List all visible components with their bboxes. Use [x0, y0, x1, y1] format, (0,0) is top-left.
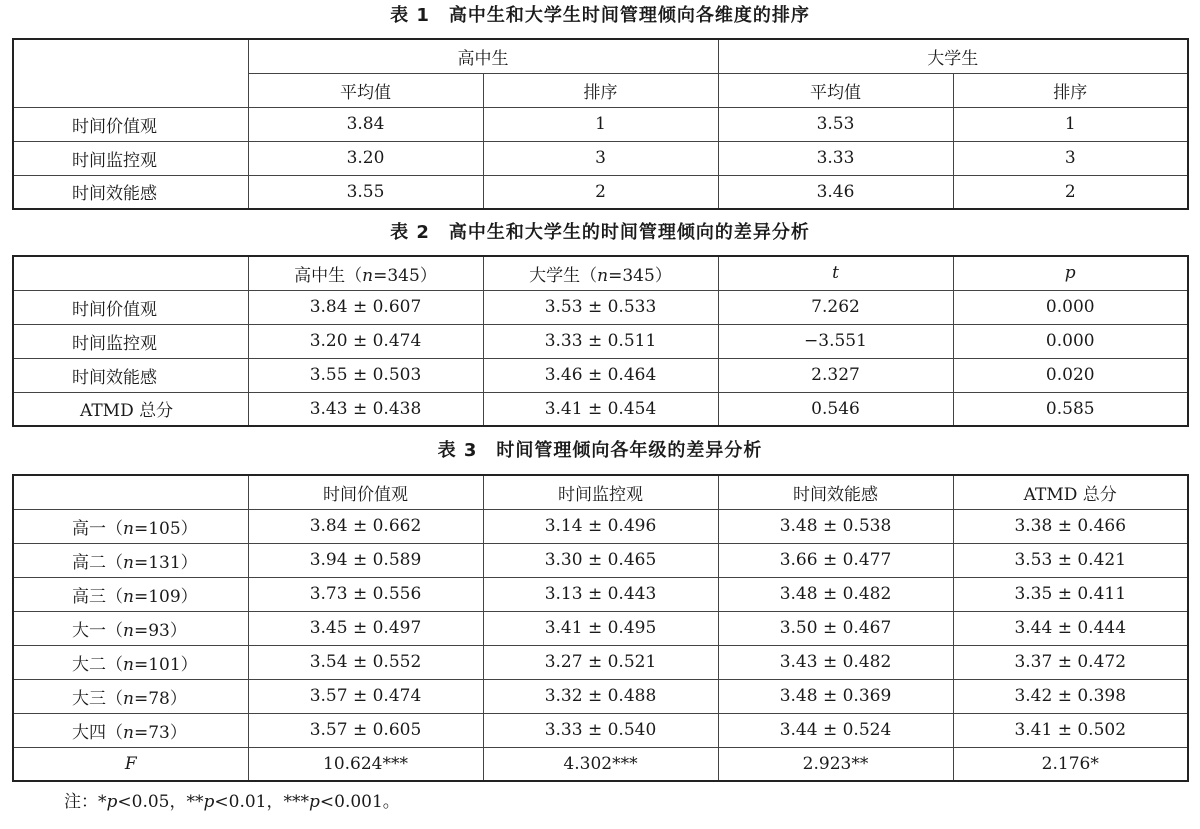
table-cell: 0.000 — [953, 290, 1188, 324]
table-row — [13, 713, 1188, 747]
table-cell: 3.43 ± 0.482 — [718, 645, 953, 679]
table-cell: 3.55 — [248, 175, 483, 209]
table3-corner-cell — [13, 475, 248, 509]
table-cell: 3.42 ± 0.398 — [953, 679, 1188, 713]
table-cell: 3.84 — [248, 107, 483, 141]
table-cell: 3.53 — [718, 107, 953, 141]
table-row — [13, 290, 1188, 324]
table-cell: 3.33 ± 0.511 — [483, 324, 718, 358]
table-cell: 1 — [483, 107, 718, 141]
table-cell: 3.43 ± 0.438 — [248, 392, 483, 426]
table3-header: ATMD 总分 — [953, 475, 1188, 509]
table-row — [13, 392, 1188, 426]
table-cell: 0.585 — [953, 392, 1188, 426]
table-cell: 3.20 ± 0.474 — [248, 324, 483, 358]
table-cell: 1 — [953, 107, 1188, 141]
table-cell: 3 — [483, 141, 718, 175]
table1-corner-cell — [13, 39, 248, 107]
table-cell: 3.53 ± 0.533 — [483, 290, 718, 324]
table-cell: 3.46 — [718, 175, 953, 209]
table-cell: 3.84 ± 0.607 — [248, 290, 483, 324]
table2-caption: 表 2 高中生和大学生的时间管理倾向的差异分析 — [390, 222, 810, 243]
row-label: 大二（n=101） — [13, 645, 248, 679]
table-cell: 3.44 ± 0.524 — [718, 713, 953, 747]
table-cell: 3.53 ± 0.421 — [953, 543, 1188, 577]
row-label: 时间价值观 — [13, 290, 248, 324]
table2-header-college: 大学生（n=345） — [483, 256, 718, 290]
table-cell: 2 — [953, 175, 1188, 209]
table-cell: 3.48 ± 0.538 — [718, 509, 953, 543]
table-cell: 3.46 ± 0.464 — [483, 358, 718, 392]
table-cell: 3.35 ± 0.411 — [953, 577, 1188, 611]
table3-header: 时间价值观 — [248, 475, 483, 509]
table-row — [13, 358, 1188, 392]
row-label: 时间效能感 — [13, 175, 248, 209]
table1-sub-header: 排序 — [483, 73, 718, 107]
f-row-label: F — [13, 747, 248, 781]
table1-group-header-row — [13, 39, 1188, 73]
table-cell: 3.37 ± 0.472 — [953, 645, 1188, 679]
row-label: 高一（n=105） — [13, 509, 248, 543]
row-label: 大一（n=93） — [13, 611, 248, 645]
table-cell: 3.48 ± 0.482 — [718, 577, 953, 611]
table2-header-high-school: 高中生（n=345） — [248, 256, 483, 290]
table-cell: 3.41 ± 0.454 — [483, 392, 718, 426]
table-cell: 3.33 — [718, 141, 953, 175]
table1-sub-header: 平均值 — [248, 73, 483, 107]
table-cell: 10.624*** — [248, 747, 483, 781]
table3-header: 时间监控观 — [483, 475, 718, 509]
table-cell: 3.13 ± 0.443 — [483, 577, 718, 611]
row-label: 高二（n=131） — [13, 543, 248, 577]
row-label: 时间价值观 — [13, 107, 248, 141]
table3-header: 时间效能感 — [718, 475, 953, 509]
table-cell: 3.38 ± 0.466 — [953, 509, 1188, 543]
f-statistic-row — [13, 747, 1188, 781]
table-cell: 2.327 — [718, 358, 953, 392]
table-cell: 3.84 ± 0.662 — [248, 509, 483, 543]
table-cell: 3.33 ± 0.540 — [483, 713, 718, 747]
table-cell: 3.57 ± 0.605 — [248, 713, 483, 747]
table-row — [13, 645, 1188, 679]
table-cell: 0.000 — [953, 324, 1188, 358]
table-row — [13, 577, 1188, 611]
table-cell: 0.020 — [953, 358, 1188, 392]
table1-sub-header: 平均值 — [718, 73, 953, 107]
table-cell: 3.94 ± 0.589 — [248, 543, 483, 577]
table-cell: 3.41 ± 0.502 — [953, 713, 1188, 747]
table-cell: 3.30 ± 0.465 — [483, 543, 718, 577]
table2-header-t: t — [718, 256, 953, 290]
table-cell: 3.55 ± 0.503 — [248, 358, 483, 392]
table-row — [13, 141, 1188, 175]
table-cell: 3.48 ± 0.369 — [718, 679, 953, 713]
row-label: 时间监控观 — [13, 141, 248, 175]
table-row — [13, 107, 1188, 141]
table-cell: 3.66 ± 0.477 — [718, 543, 953, 577]
table-cell: 3.27 ± 0.521 — [483, 645, 718, 679]
table-cell: 3 — [953, 141, 1188, 175]
table-cell: 3.41 ± 0.495 — [483, 611, 718, 645]
table1-caption: 表 1 高中生和大学生时间管理倾向各维度的排序 — [390, 5, 810, 26]
table-cell: 3.50 ± 0.467 — [718, 611, 953, 645]
table-cell: 3.14 ± 0.496 — [483, 509, 718, 543]
table-row — [13, 175, 1188, 209]
table-row — [13, 611, 1188, 645]
table1-group-header: 高中生 — [248, 39, 718, 73]
table-cell: 7.262 — [718, 290, 953, 324]
table-cell: 3.73 ± 0.556 — [248, 577, 483, 611]
table3-header-row — [13, 475, 1188, 509]
table1 — [12, 38, 1189, 210]
table-cell: 0.546 — [718, 392, 953, 426]
table3-caption: 表 3 时间管理倾向各年级的差异分析 — [437, 440, 763, 461]
table-cell: 2 — [483, 175, 718, 209]
row-label: 大三（n=78） — [13, 679, 248, 713]
table3 — [12, 474, 1189, 782]
table-cell: 3.54 ± 0.552 — [248, 645, 483, 679]
table-row — [13, 679, 1188, 713]
row-label: 时间监控观 — [13, 324, 248, 358]
table-cell: 2.923** — [718, 747, 953, 781]
table1-group-header: 大学生 — [718, 39, 1188, 73]
table-cell: 3.57 ± 0.474 — [248, 679, 483, 713]
table-cell: 3.32 ± 0.488 — [483, 679, 718, 713]
row-label: 高三（n=109） — [13, 577, 248, 611]
table-cell: 3.45 ± 0.497 — [248, 611, 483, 645]
table-row — [13, 543, 1188, 577]
row-label: 时间效能感 — [13, 358, 248, 392]
table-cell: −3.551 — [718, 324, 953, 358]
table-cell: 4.302*** — [483, 747, 718, 781]
table-cell: 3.44 ± 0.444 — [953, 611, 1188, 645]
table2 — [12, 255, 1189, 427]
table2-header-row — [13, 256, 1188, 290]
row-label: ATMD 总分 — [13, 392, 248, 426]
table-row — [13, 509, 1188, 543]
table-cell: 2.176* — [953, 747, 1188, 781]
table2-header-p: p — [953, 256, 1188, 290]
table-cell: 3.20 — [248, 141, 483, 175]
table1-sub-header: 排序 — [953, 73, 1188, 107]
table2-corner-cell — [13, 256, 248, 290]
table-row — [13, 324, 1188, 358]
row-label: 大四（n=73） — [13, 713, 248, 747]
significance-note: 注：*p<0.05，**p<0.01，***p<0.001。 — [64, 792, 400, 812]
